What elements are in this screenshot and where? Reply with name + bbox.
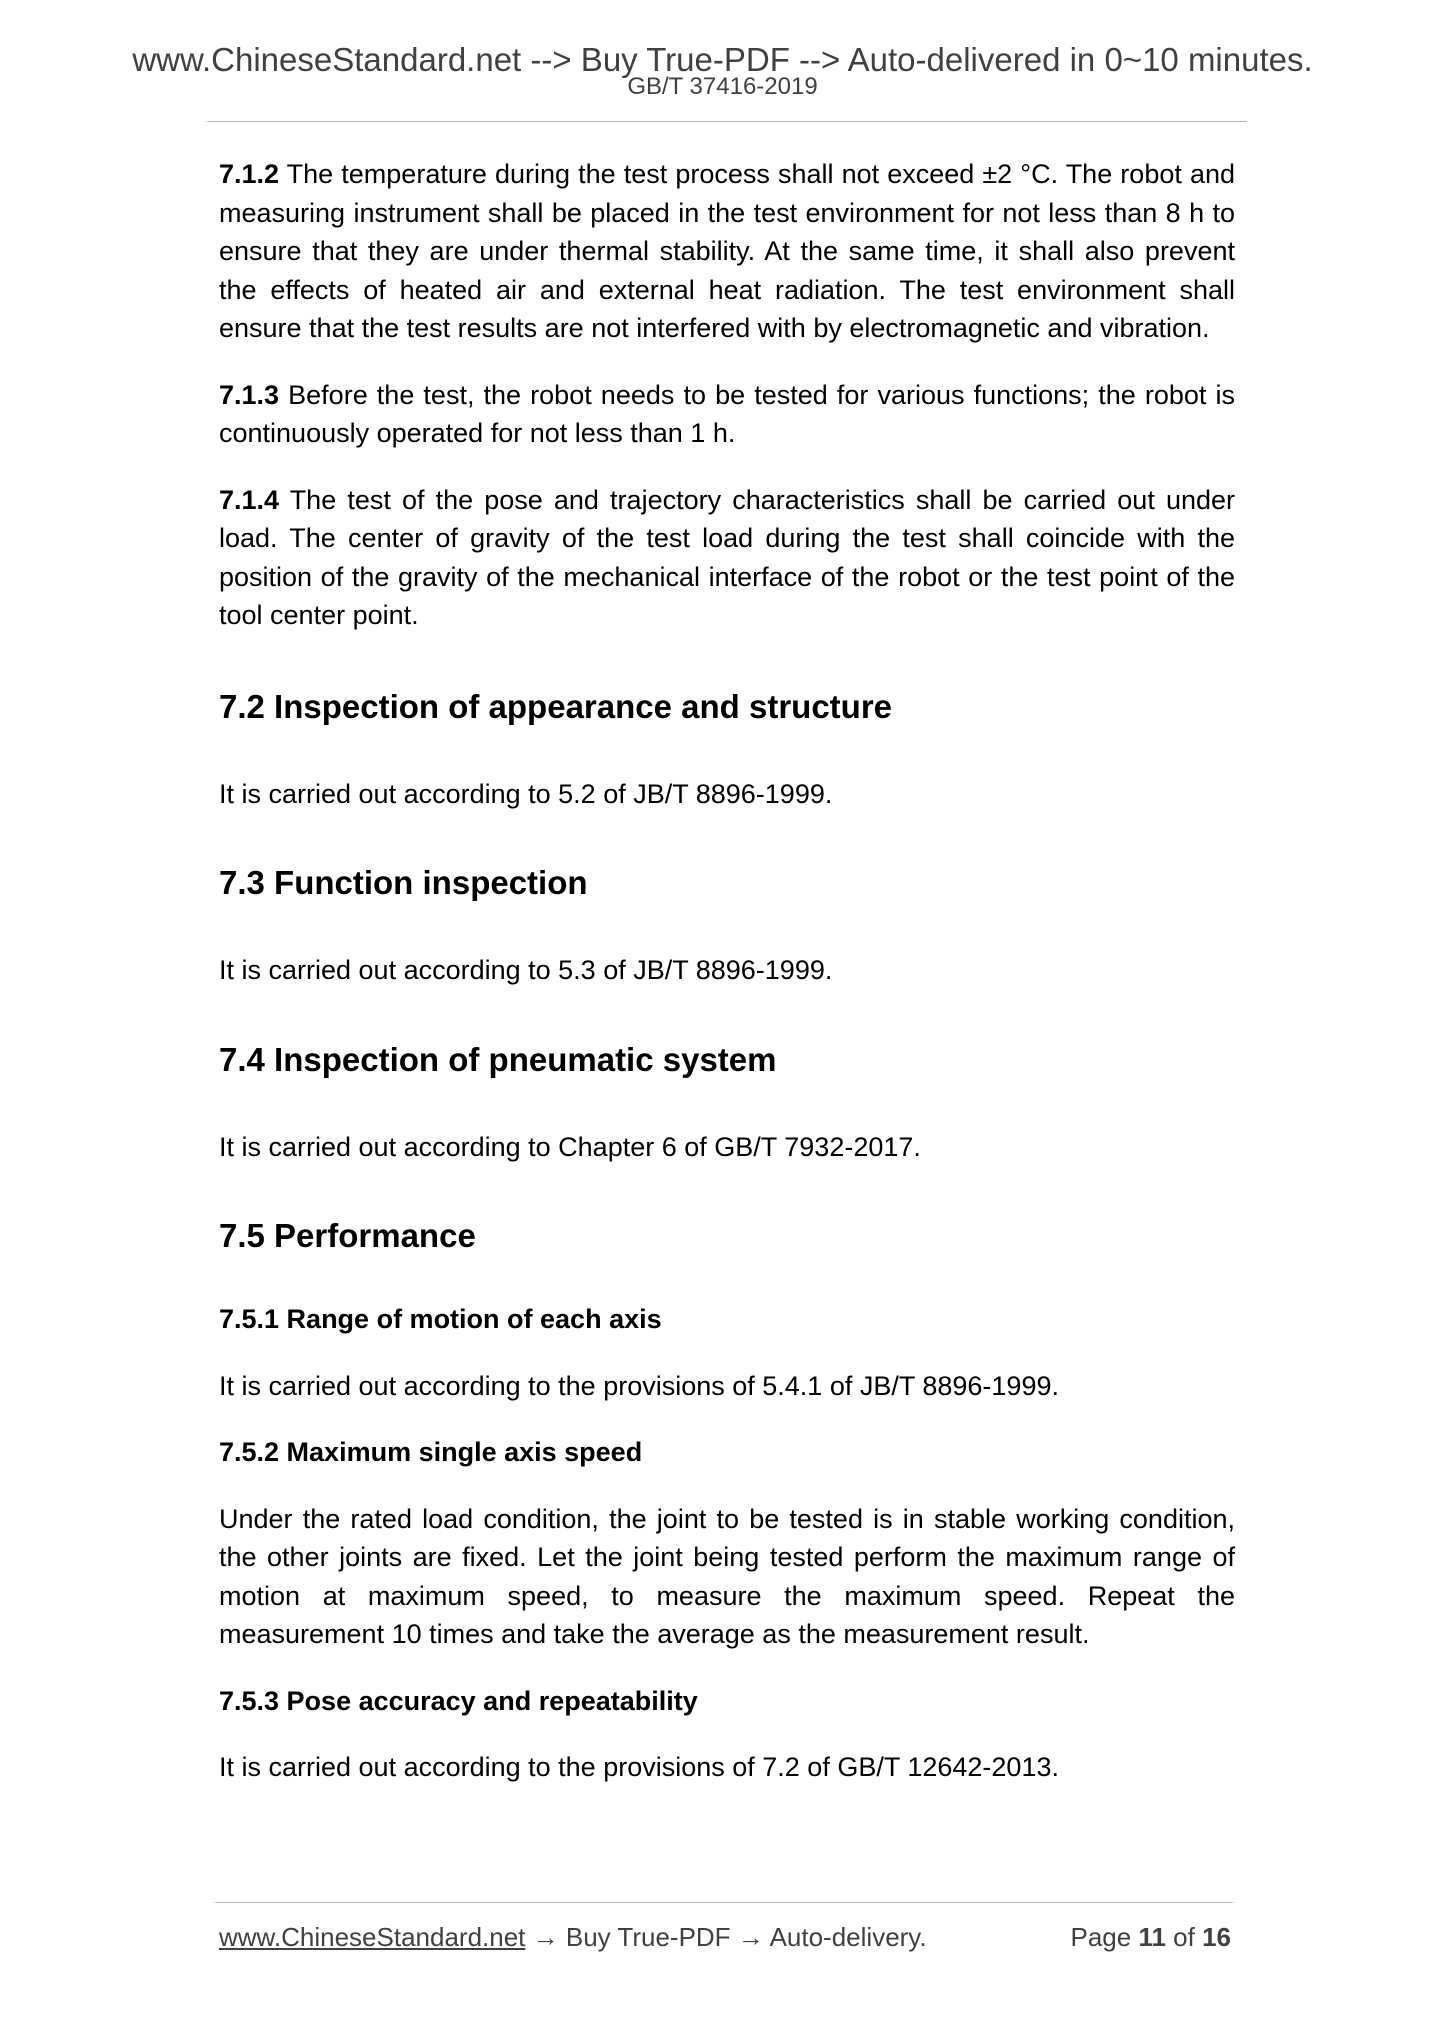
clause-number: 7.1.4 — [219, 484, 280, 515]
heading-7-3: 7.3 Function inspection — [219, 864, 588, 901]
clause-7-1-3 — [219, 376, 1235, 453]
standard-code: GB/T 37416-2019 — [627, 73, 818, 100]
header-banner: www.ChineseStandard.net --> Buy True-PDF --> Auto-delivered in 0~10 minutes. — [132, 41, 1313, 78]
clause-text: The test of the pose and trajectory characteristics shall be carried out under load. The center of gravity of the test load during the test shall coincide with the position of the gravity of the mechanical interface of the robot or the test point of the tool center point. — [219, 484, 1235, 630]
page-footer — [219, 1921, 1231, 1953]
page-total: 16 — [1202, 1922, 1231, 1952]
clause-7-1-2 — [219, 155, 1235, 348]
heading-7-4: 7.4 Inspection of pneumatic system — [219, 1040, 777, 1078]
clause-number: 7.1.3 — [219, 379, 280, 410]
footer-tagline: → Buy True-PDF → Auto-delivery. — [525, 1922, 927, 1952]
clause-text: Before the test, the robot needs to be tested for various functions; the robot is continuously operated for not less than 1 h. — [219, 379, 1235, 448]
text-7-3: It is carried out according to 5.3 of JB/T 8896-1999. — [219, 955, 833, 985]
clause-number: 7.1.2 — [219, 159, 280, 189]
text-7-5-2: Under the rated load condition, the joint to be tested is in stable working condition, the other joints are fixed. Let the joint being tested perform the maximum range of motion at maximum speed, to measure the maximum speed. Repeat the measurement 10 times and take the average as the measurement result. — [219, 1503, 1235, 1649]
heading-7-5-1: 7.5.1 Range of motion of each axis — [219, 1304, 662, 1334]
text-7-5-1: It is carried out according to the provisions of 5.4.1 of JB/T 8896-1999. — [219, 1370, 1059, 1401]
page-indicator — [1070, 1921, 1231, 1953]
heading-7-5-3: 7.5.3 Pose accuracy and repeatability — [219, 1685, 698, 1716]
heading-7-5-2: 7.5.2 Maximum single axis speed — [219, 1437, 643, 1467]
heading-7-5: 7.5 Performance — [219, 1217, 476, 1254]
page-of: of — [1165, 1922, 1203, 1952]
text-7-4: It is carried out according to Chapter 6 of GB/T 7932-2017. — [219, 1131, 921, 1162]
page-current: 11 — [1138, 1922, 1166, 1952]
clause-text: The temperature during the test process shall not exceed ±2 °C. The robot and measuring instrument shall be placed in the test environment for not less than 8 h to ensure that they are under thermal stability. At the same time, it shall also prevent the effects of heated air and external heat radiation. The test environment shall ensure that the test results are not interfered with by electromagnetic and vibration. — [219, 159, 1235, 343]
footer-site-link[interactable]: www.ChineseStandard.net — [219, 1922, 526, 1952]
heading-7-2: 7.2 Inspection of appearance and structure — [219, 687, 893, 725]
text-7-2: It is carried out according to 5.2 of JB/T 8896-1999. — [219, 778, 833, 809]
footer-divider — [215, 1902, 1233, 1903]
header-divider — [207, 121, 1247, 122]
page-body — [219, 155, 1235, 1815]
clause-7-1-4 — [219, 481, 1235, 635]
page-label: Page — [1070, 1922, 1139, 1952]
text-7-5-3: It is carried out according to the provisions of 7.2 of GB/T 12642-2013. — [219, 1752, 1059, 1782]
